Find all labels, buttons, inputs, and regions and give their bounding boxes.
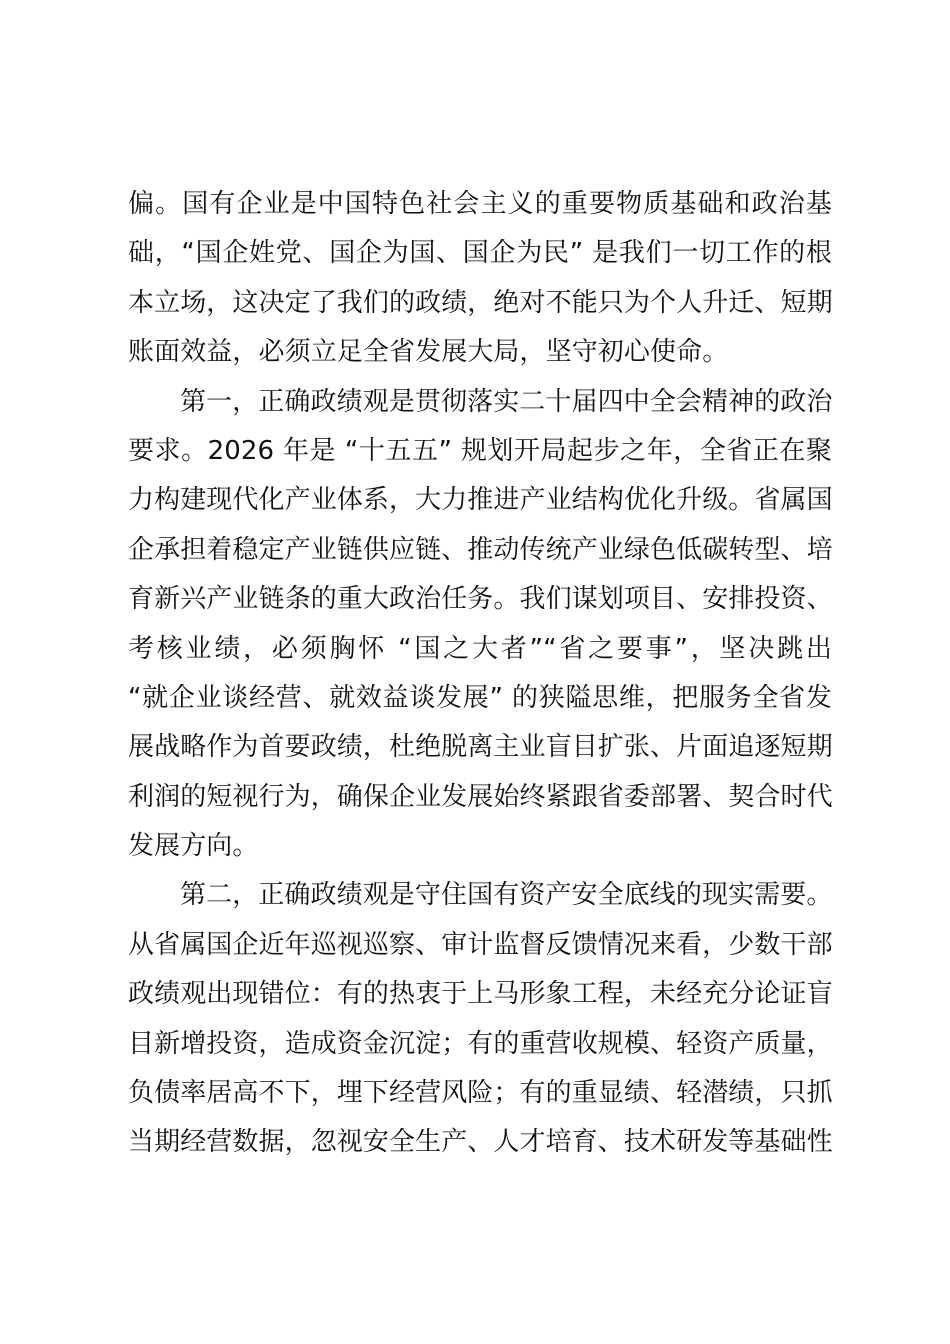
text-line: 第一，正确政绩观是贯彻落实二十届四中全会精神的政治 bbox=[180, 386, 833, 417]
body-text bbox=[128, 180, 832, 1168]
text-line: “就企业谈经营、就效益谈发展” 的狭隘思维，把服务全省发 bbox=[128, 682, 832, 713]
text-line: 第二，正确政绩观是守住国有资产安全底线的现实需要。 bbox=[180, 880, 833, 911]
text-line: 负债率居高不下，埋下经营风险；有的重显绩、轻潜绩，只抓 bbox=[128, 1078, 833, 1109]
text-line: 账面效益，必须立足全省发展大局，坚守初心使命。 bbox=[128, 337, 729, 368]
text-line: 目新增投资，造成资金沉淀；有的重营收规模、轻资产质量， bbox=[128, 1028, 833, 1059]
text-line: 展战略作为首要政绩，杜绝脱离主业盲目扩张、片面追逐短期 bbox=[128, 732, 833, 763]
text-line: 发展方向。 bbox=[128, 831, 259, 862]
text-line: 当期经营数据，忽视安全生产、人才培育、技术研发等基础性 bbox=[128, 1127, 833, 1158]
text-line: 要求。2026 年是 “十五五” 规划开局起步之年，全省正在聚 bbox=[128, 435, 832, 466]
text-line: 利润的短视行为，确保企业发展始终紧跟省委部署、契合时代 bbox=[128, 781, 833, 812]
text-line: 考核业绩，必须胸怀 “国之大者”“省之要事”，坚决跳出 bbox=[128, 633, 832, 664]
text-line: 础，“国企姓党、国企为国、国企为民” 是我们一切工作的根 bbox=[128, 238, 832, 269]
text-line: 力构建现代化产业体系，大力推进产业结构优化升级。省属国 bbox=[128, 485, 833, 516]
text-line: 本立场，这决定了我们的政绩，绝对不能只为个人升迁、短期 bbox=[128, 287, 833, 318]
text-line: 企承担着稳定产业链供应链、推动传统产业绿色低碳转型、培 bbox=[128, 534, 833, 565]
text-line: 政绩观出现错位：有的热衷于上马形象工程，未经充分论证盲 bbox=[128, 979, 833, 1010]
text-line: 从省属国企近年巡视巡察、审计监督反馈情况来看，少数干部 bbox=[128, 929, 833, 960]
text-line: 偏。国有企业是中国特色社会主义的重要物质基础和政治基 bbox=[128, 189, 832, 219]
text-line: 育新兴产业链条的重大政治任务。我们谋划项目、安排投资、 bbox=[128, 584, 833, 615]
